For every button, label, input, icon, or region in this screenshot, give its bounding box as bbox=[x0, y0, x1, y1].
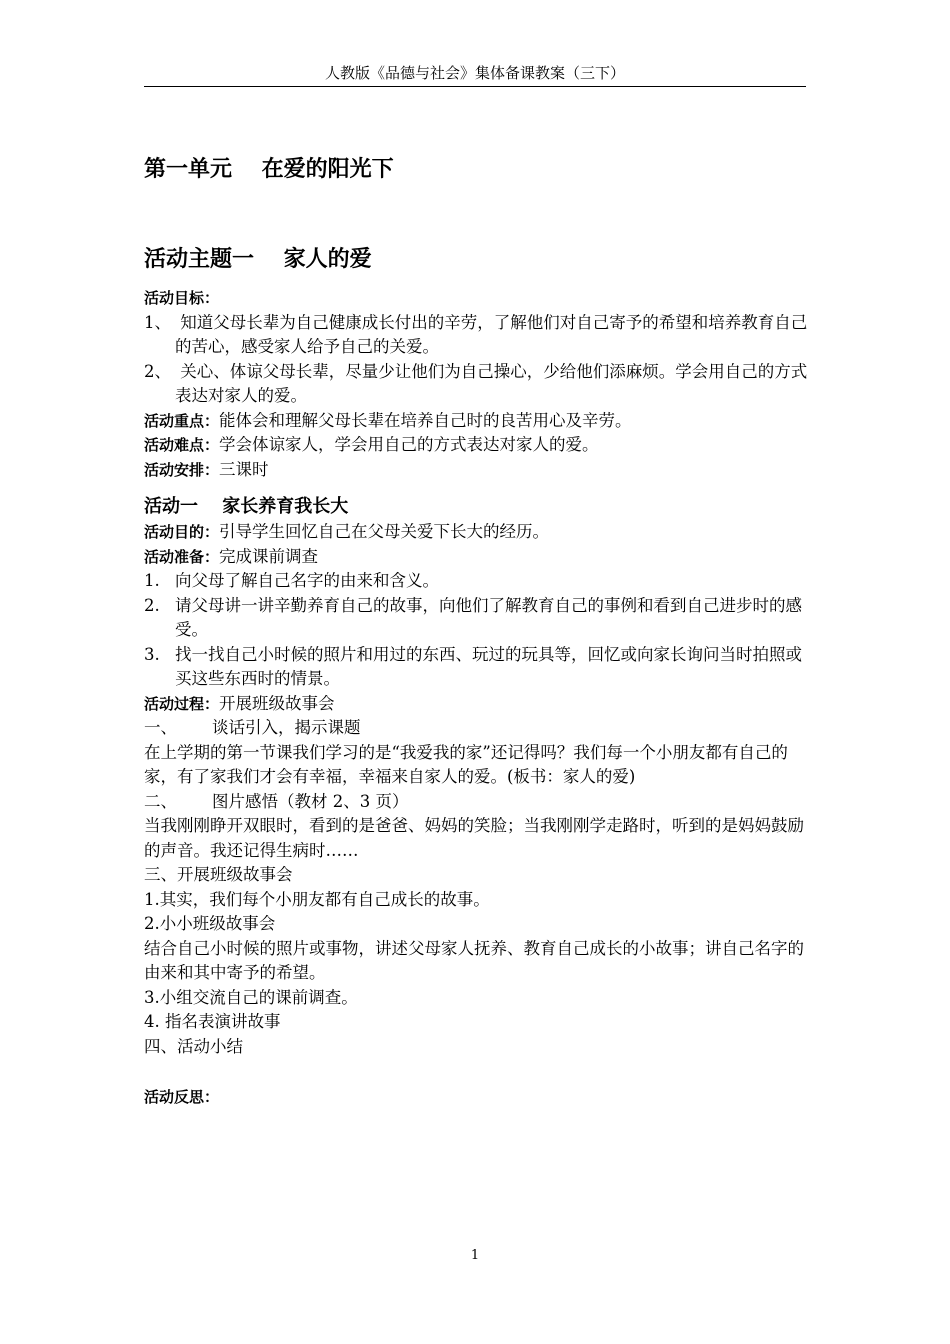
paragraph: 在上学期的第一节课我们学习的是“我爱我的家”还记得吗？我们每一个小朋友都有自己的家，有了家我们才会有幸福，幸福来自家人的爱。(板书：家人的爱) bbox=[144, 742, 788, 786]
preparation-item-text: 向父母了解自己名字的由来和含义。 bbox=[175, 571, 439, 590]
preparation-label: 活动准备： bbox=[144, 547, 220, 566]
objective-item bbox=[144, 311, 808, 360]
process-text: 开展班级故事会 bbox=[219, 693, 335, 713]
process-label: 活动过程： bbox=[144, 694, 220, 713]
arrangement-text: 三课时 bbox=[219, 459, 269, 479]
blank-line bbox=[144, 1059, 808, 1085]
activity-title: 活动一 家长养育我长大 bbox=[144, 496, 349, 517]
objective-number: 2、 bbox=[144, 361, 171, 381]
preparation-item bbox=[144, 643, 808, 692]
objectives-label: 活动目标： bbox=[144, 289, 220, 307]
header-divider bbox=[144, 86, 806, 87]
reflection-label: 活动反思： bbox=[144, 1088, 220, 1106]
activity-preparation bbox=[144, 545, 808, 570]
document-body bbox=[144, 150, 808, 1110]
preparation-item-text: 找一找自己小时候的照片和用过的东西、玩过的玩具等，回忆或向家长询问当时拍照或买这些东西时的情景。 bbox=[175, 644, 802, 688]
section-heading: 四、活动小结 bbox=[144, 1036, 243, 1056]
section-heading bbox=[144, 790, 808, 815]
preparation-text: 完成课前调查 bbox=[219, 546, 319, 566]
key-point-text: 能体会和理解父母长辈在培养自己时的良苦用心及辛劳。 bbox=[219, 410, 632, 430]
preparation-number: 3. bbox=[144, 644, 160, 664]
theme-title: 活动主题一 家人的爱 bbox=[144, 247, 372, 272]
page-number: 1 bbox=[470, 1248, 480, 1263]
section-heading: 三、开展班级故事会 bbox=[144, 865, 293, 884]
step-item: 2.小小班级故事会 bbox=[144, 914, 276, 933]
preparation-item bbox=[144, 594, 808, 643]
arrangement-label: 活动安排： bbox=[144, 460, 220, 479]
unit-title: 第一单元 在爱的阳光下 bbox=[144, 157, 394, 182]
difficulty-text: 学会体谅家人，学会用自己的方式表达对家人的爱。 bbox=[219, 435, 599, 454]
page-header: 人教版《品德与社会》集体备课教案（三下） bbox=[324, 64, 625, 82]
preparation-item-text: 请父母讲一讲辛勤养育自己的故事，向他们了解教育自己的事例和看到自己进步时的感受。 bbox=[175, 595, 802, 639]
preparation-number: 1. bbox=[144, 571, 160, 590]
difficulty bbox=[144, 433, 808, 458]
key-point-label: 活动重点： bbox=[144, 411, 220, 430]
objective-item bbox=[144, 360, 808, 409]
activity-purpose bbox=[144, 520, 808, 545]
difficulty-label: 活动难点： bbox=[144, 436, 220, 454]
objectives-heading bbox=[144, 286, 808, 311]
step-item: 4. 指名表演讲故事 bbox=[144, 1012, 281, 1031]
paragraph: 当我刚刚睁开双眼时，看到的是爸爸、妈妈的笑脸；当我刚刚学走路时，听到的是妈妈鼓励的声音。我还记得生病时…… bbox=[144, 816, 804, 860]
key-point bbox=[144, 409, 808, 434]
arrangement bbox=[144, 458, 808, 483]
purpose-label: 活动目的： bbox=[144, 523, 220, 541]
section-number: 一、 bbox=[144, 718, 177, 737]
preparation-number: 2. bbox=[144, 595, 160, 615]
activity-process bbox=[144, 692, 808, 717]
step-item: 3.小组交流自己的课前调查。 bbox=[144, 987, 358, 1007]
objective-number: 1、 bbox=[144, 312, 171, 332]
section-number: 二、 bbox=[144, 791, 177, 811]
reflection-heading bbox=[144, 1085, 808, 1110]
section-heading bbox=[144, 716, 808, 741]
preparation-item bbox=[144, 569, 808, 594]
objective-text: 知道父母长辈为自己健康成长付出的辛劳，了解他们对自己寄予的希望和培养教育自己的苦心，感受家人给予自己的关爱。 bbox=[175, 312, 808, 356]
section-title: 谈话引入，揭示课题 bbox=[212, 718, 361, 737]
section-title: 图片感悟（教材 2、3 页） bbox=[212, 791, 409, 811]
paragraph: 结合自己小时候的照片或事物，讲述父母家人抚养、教育自己成长的小故事；讲自己名字的由来和其中寄予的希望。 bbox=[144, 938, 804, 982]
step-item: 1.其实，我们每个小朋友都有自己成长的故事。 bbox=[144, 889, 490, 909]
objective-text: 关心、体谅父母长辈，尽量少让他们为自己操心，少给他们添麻烦。学会用自己的方式表达对家人的爱。 bbox=[175, 361, 808, 405]
purpose-text: 引导学生回忆自己在父母关爱下长大的经历。 bbox=[219, 522, 550, 541]
